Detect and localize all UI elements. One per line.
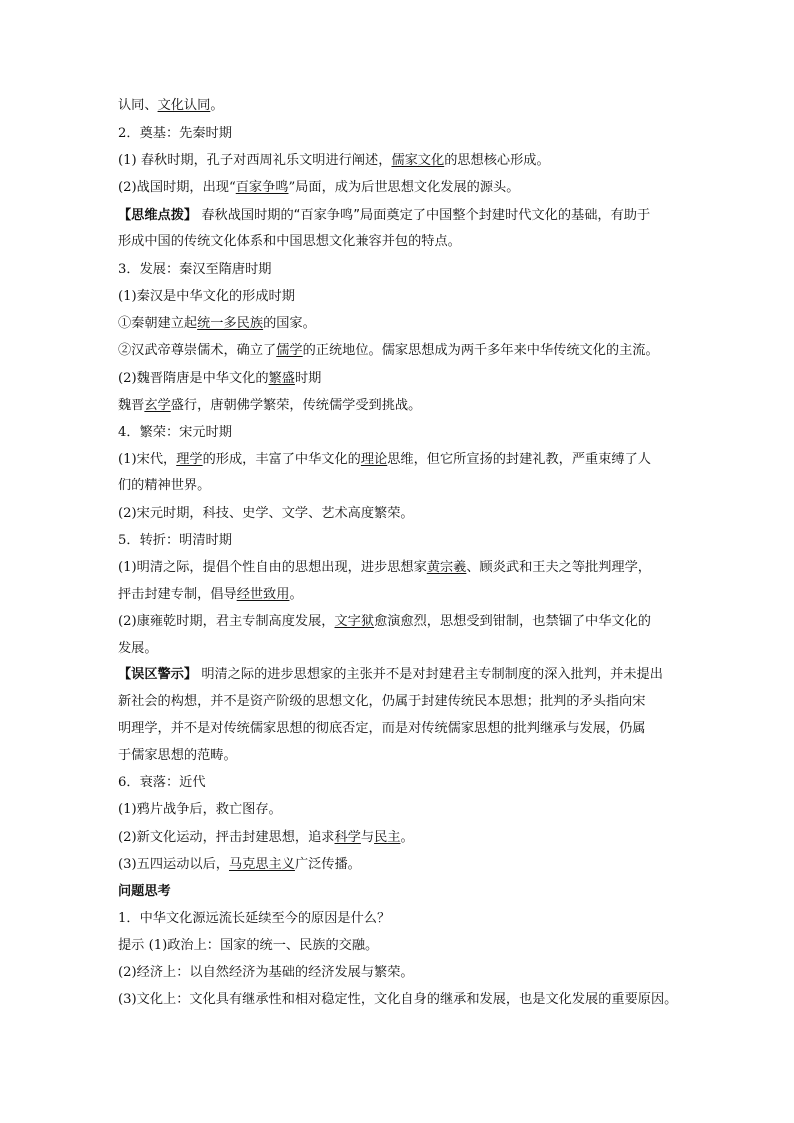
section-tag: 【误区警示】 — [118, 667, 198, 682]
text-line — [118, 151, 678, 171]
text-line — [118, 909, 678, 929]
text-span: (1) 春秋时期，孔子对西周礼乐文明进行阐述， — [118, 153, 392, 168]
underlined-term: 文化认同 — [157, 98, 211, 113]
text-span: 5．转折：明清时期 — [118, 533, 232, 548]
text-span: ①秦朝建立起 — [118, 316, 198, 331]
text-line — [118, 423, 678, 443]
text-line — [118, 314, 678, 334]
underlined-term: 儒家文化 — [391, 153, 445, 168]
text-line — [118, 96, 678, 116]
underlined-term: 民主 — [374, 830, 401, 845]
text-span: 春秋战国时期的“百家争鸣”局面奠定了中国整个封建时代文化的基础，有助于 — [197, 208, 651, 223]
text-line — [118, 990, 678, 1010]
text-span: 魏晋 — [118, 398, 145, 413]
text-span: ”局面，成为后世思想文化发展的源头。 — [288, 180, 520, 195]
text-span: 新社会的构想，并不是资产阶级的思想文化，仍属于封建传统民本思想；批判的矛头指向宋 — [118, 694, 646, 709]
text-span: ②汉武帝尊崇儒术，确立了 — [118, 343, 277, 358]
text-line — [118, 963, 678, 983]
text-line — [118, 639, 678, 659]
text-line — [118, 206, 678, 226]
underlined-term: 文字狱 — [334, 614, 375, 629]
text-span: 的形成，丰富了中华文化的 — [202, 452, 361, 467]
text-line — [118, 476, 678, 496]
text-line — [118, 450, 678, 470]
underlined-term: 黄宗羲 — [426, 560, 467, 575]
text-span: 3．发展：秦汉至隋唐时期 — [118, 262, 272, 277]
text-line — [118, 396, 678, 416]
text-span: 思维，但它所宣扬的封建礼教，严重束缚了人 — [387, 452, 651, 467]
underlined-term: 经世致用 — [236, 587, 290, 602]
text-span: (2)战国时期，出现“ — [118, 180, 236, 195]
text-span: 抨击封建专制，倡导 — [118, 587, 237, 602]
text-span: (3)文化上：文化具有继承性和相对稳定性，文化自身的继承和发展，也是文化发展的重要原因。 — [118, 992, 678, 1007]
text-span: 1．中华文化源远流长延续至今的原因是什么？ — [118, 911, 391, 926]
text-span: 明清之际的进步思想家的主张并不是对封建君主专制制度的深入批判，并未提出 — [197, 667, 663, 682]
text-line — [118, 612, 678, 632]
text-span: 与 — [360, 830, 375, 845]
text-span: 2．奠基：先秦时期 — [118, 126, 232, 141]
text-line — [118, 936, 678, 956]
text-line — [118, 585, 678, 605]
text-span: (1)秦汉是中华文化的形成时期 — [118, 289, 295, 304]
text-line — [118, 558, 678, 578]
text-span: 6．衰落：近代 — [118, 775, 206, 790]
text-span: (2)魏晋隋唐是中华文化的 — [118, 371, 269, 386]
text-span: (2)新文化运动，抨击封建思想，追求 — [118, 830, 335, 845]
text-span: (1)宋代， — [118, 452, 177, 467]
text-span: (1)鸦片战争后，救亡图存。 — [118, 802, 282, 817]
text-span: 。 — [400, 830, 414, 845]
underlined-term: 玄学 — [144, 398, 171, 413]
text-line — [118, 692, 678, 712]
underlined-term: 马克思主义 — [229, 857, 295, 872]
text-line — [118, 746, 678, 766]
text-line — [118, 828, 678, 848]
text-span: 。 — [210, 98, 224, 113]
text-span: 发展。 — [118, 641, 158, 656]
text-line — [118, 369, 678, 389]
text-span: 4．繁荣：宋元时期 — [118, 425, 232, 440]
text-line — [118, 882, 678, 902]
text-line — [118, 531, 678, 551]
text-line — [118, 341, 678, 361]
text-line — [118, 855, 678, 875]
text-span: 认同、 — [118, 98, 158, 113]
text-span: 广泛传播。 — [294, 857, 361, 872]
text-span: (1)明清之际，提倡个性自由的思想出现，进步思想家 — [118, 560, 427, 575]
text-line — [118, 232, 678, 252]
text-span: 的国家。 — [263, 316, 316, 331]
text-span: 愈演愈烈，思想受到钳制，也禁锢了中华文化的 — [374, 614, 651, 629]
text-span: 时期 — [294, 371, 322, 386]
text-span: 们的精神世界。 — [118, 478, 211, 493]
text-line — [118, 773, 678, 793]
text-span: (2)经济上：以自然经济为基础的经济发展与繁荣。 — [118, 965, 414, 980]
underlined-term: 科学 — [334, 830, 361, 845]
text-span: (2)宋元时期，科技、史学、文学、艺术高度繁荣。 — [118, 506, 414, 521]
text-line — [118, 287, 678, 307]
text-line — [118, 719, 678, 739]
text-span: 盛行，唐朝佛学繁荣，传统儒学受到挑战。 — [170, 398, 422, 413]
text-line — [118, 504, 678, 524]
section-tag: 【思维点拨】 — [118, 208, 198, 223]
text-line — [118, 178, 678, 198]
text-span: (3)五四运动以后， — [118, 857, 229, 872]
text-span: 明理学，并不是对传统儒家思想的彻底否定，而是对传统儒家思想的批判继承与发展，仍属 — [118, 721, 646, 736]
text-line — [118, 260, 678, 280]
text-span: 的思想核心形成。 — [444, 153, 550, 168]
text-span: 形成中国的传统文化体系和中国思想文化兼容并包的特点。 — [118, 234, 461, 249]
underlined-term: 百家争鸣 — [235, 180, 289, 195]
text-line — [118, 665, 678, 685]
underlined-term: 繁盛 — [268, 371, 295, 386]
underlined-term: 儒学 — [276, 343, 303, 358]
text-line — [118, 800, 678, 820]
section-tag: 问题思考 — [118, 884, 171, 899]
text-span: 、顾炎武和王夫之等批判理学， — [466, 560, 651, 575]
text-span: (2)康雍乾时期，君主专制高度发展， — [118, 614, 335, 629]
underlined-term: 理论 — [360, 452, 388, 467]
text-span: 提示 (1)政治上：国家的统一、民族的交融。 — [118, 938, 379, 953]
text-span: 。 — [289, 587, 303, 602]
text-span: 于儒家思想的范畴。 — [118, 748, 237, 763]
text-line — [118, 124, 678, 144]
underlined-term: 统一多民族 — [197, 316, 264, 331]
text-span: 的正统地位。儒家思想成为两千多年来中华传统文化的主流。 — [302, 343, 659, 358]
underlined-term: 理学 — [176, 452, 203, 467]
